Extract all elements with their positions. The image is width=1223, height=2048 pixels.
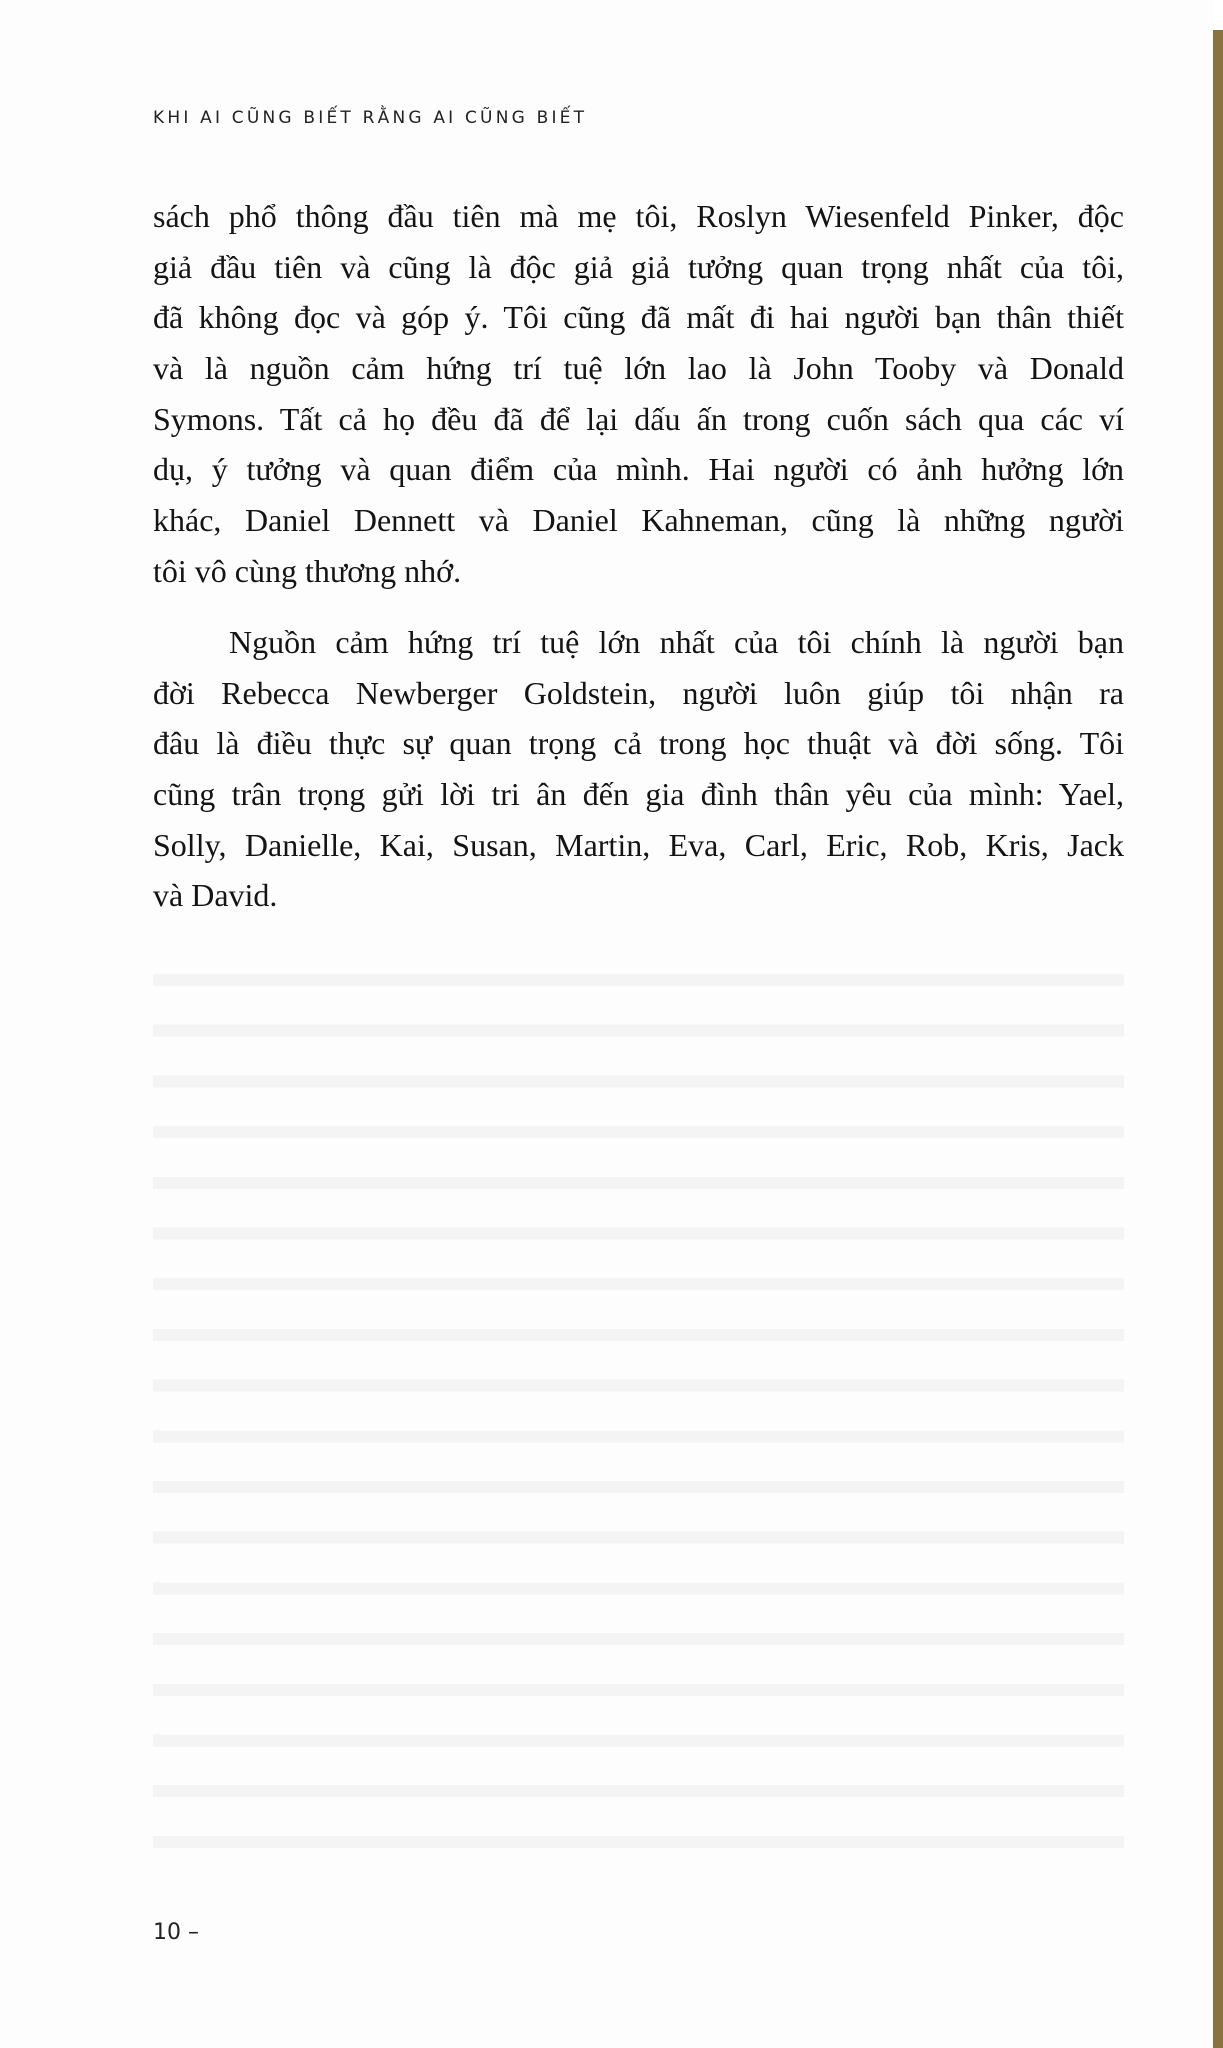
text-line: tôi vô cùng thương nhớ. <box>153 552 462 589</box>
text-line: sách phổ thông đầu tiên mà mẹ tôi, Roslyn Wiesenfeld Pinker, độc <box>153 198 1124 234</box>
text-line: đời Rebecca Newberger Goldstein, người luôn giúp tôi nhận ra <box>153 674 1124 711</box>
running-head: KHI AI CŨNG BIẾT RẰNG AI CŨNG BIẾT <box>153 108 588 128</box>
page-edge <box>1213 30 1223 2048</box>
page-number: 10 – <box>153 1920 199 1945</box>
text-line: dụ, ý tưởng và quan điểm của mình. Hai người có ảnh hưởng lớn <box>153 451 1124 488</box>
bleed-through-shading <box>153 940 1124 1860</box>
text-line: đâu là điều thực sự quan trọng cả trong học thuật và đời sống. Tôi <box>153 725 1124 762</box>
text-line: và David. <box>153 877 278 914</box>
text-line: và là nguồn cảm hứng trí tuệ lớn lao là John Tooby và Donald <box>153 350 1124 387</box>
paragraph-1 <box>153 191 1124 597</box>
text-line: Symons. Tất cả họ đều đã để lại dấu ấn trong cuốn sách qua các ví <box>153 400 1124 437</box>
text-line: khác, Daniel Dennett và Daniel Kahneman, cũng là những người <box>153 502 1124 539</box>
text-line: đã không đọc và góp ý. Tôi cũng đã mất đi hai người bạn thân thiết <box>153 299 1124 336</box>
text-line: cũng trân trọng gửi lời tri ân đến gia đình thân yêu của mình: Yael, <box>153 776 1124 813</box>
text-line: Solly, Danielle, Kai, Susan, Martin, Eva, Carl, Eric, Rob, Kris, Jack <box>153 826 1124 863</box>
text-line: Nguồn cảm hứng trí tuệ lớn nhất của tôi chính là người bạn <box>229 624 1124 660</box>
text-line: giả đầu tiên và cũng là độc giả giả tưởng quan trọng nhất của tôi, <box>153 248 1124 285</box>
paragraph-2 <box>153 617 1124 921</box>
